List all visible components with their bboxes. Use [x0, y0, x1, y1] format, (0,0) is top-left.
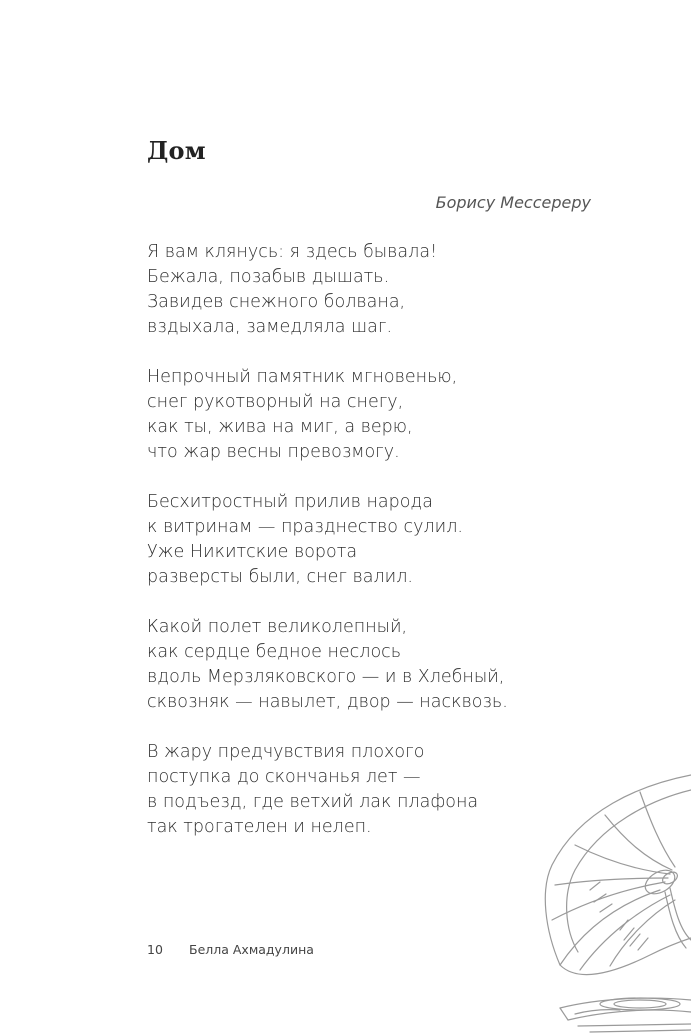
poem-line: как сердце бедное неслось	[147, 642, 402, 662]
page-footer	[147, 942, 314, 957]
poem-line: в подъезд, где ветхий лак плафона	[147, 792, 479, 812]
poem-line: Какой полет великолепный,	[147, 617, 408, 637]
poem-line: Непрочный памятник мгновенью,	[147, 367, 458, 387]
poem-line: что жар весны превозмогу.	[147, 442, 400, 462]
poem-line: Бежала, позабыв дышать.	[147, 267, 390, 287]
poem-line: разверсты были, снег валил.	[147, 567, 413, 587]
poem-line: Я вам клянусь: я здесь бывала!	[147, 242, 438, 262]
poem-title: Дом	[147, 136, 206, 165]
stanza-2	[147, 365, 587, 465]
stanza-3	[147, 490, 587, 590]
gramophone-icon	[520, 770, 691, 1034]
poem-dedication: Борису Мессереру	[435, 193, 591, 212]
stanza-1	[147, 240, 587, 340]
poem-line: В жару предчувствия плохого	[147, 742, 425, 762]
poem-line: так трогателен и нелеп.	[147, 817, 372, 837]
poem-line: снег рукотворный на снегу,	[147, 392, 404, 412]
page-number: 10	[147, 942, 163, 957]
poem-line: Завидев снежного болвана,	[147, 292, 406, 312]
poem-line: вздыхала, замедляла шаг.	[147, 317, 393, 337]
poem-line: к витринам — празднество сулил.	[147, 517, 463, 537]
poem-line: поступка до скончанья лет —	[147, 767, 421, 787]
poem-line: сквозняк — навылет, двор — насквозь.	[147, 692, 508, 712]
author-name: Белла Ахмадулина	[189, 942, 314, 957]
stanza-4	[147, 615, 587, 715]
poem-line: как ты, жива на миг, а верю,	[147, 417, 413, 437]
poem-line: Бесхитростный прилив народа	[147, 492, 434, 512]
poem-line: Уже Никитские ворота	[147, 542, 358, 562]
poem-line: вдоль Мерзляковского — и в Хлебный,	[147, 667, 505, 687]
